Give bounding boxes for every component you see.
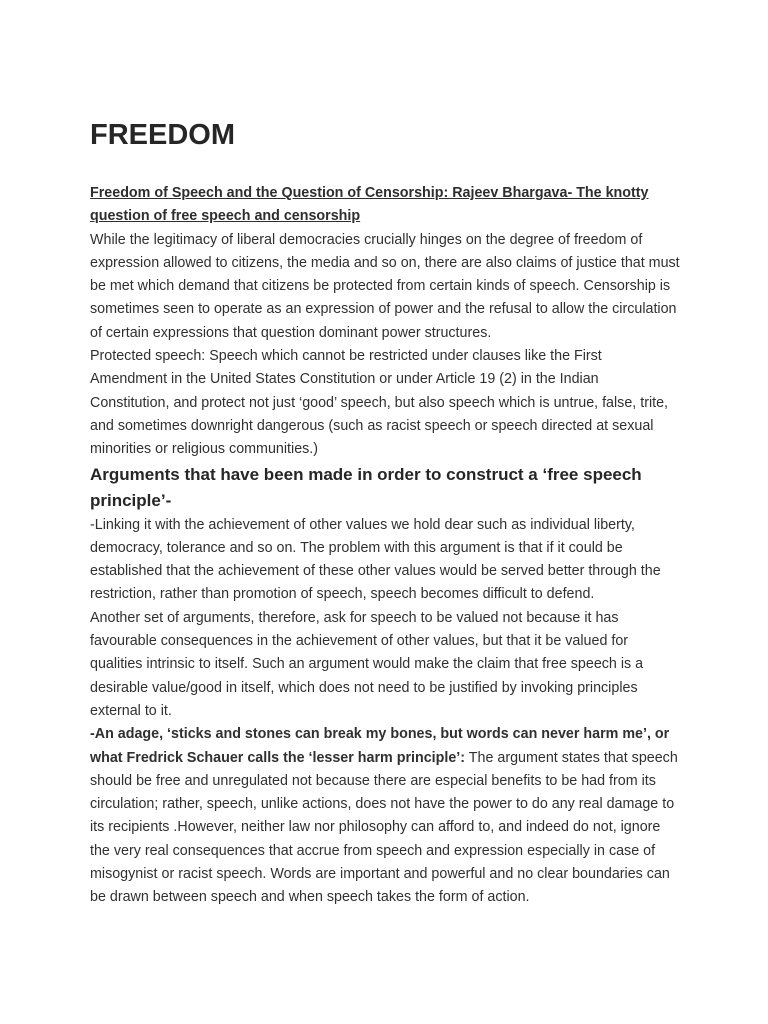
lesser-harm-lead: -An adage, ‘sticks and stones can break my bones, but words can never harm me’, or what Fredrick Schauer calls the ‘lesser harm principle’: xyxy=(90,726,670,766)
section-heading-free-speech-principle: Arguments that have been made in order to construct a ‘free speech principle’- xyxy=(90,464,642,510)
document-page xyxy=(90,116,682,910)
paragraph-linking-values: -Linking it with the achievement of other values we hold dear such as individual liberty, democracy, tolerance and so on. The problem with this argument is that if it could be established that the achievement of these other values would be served better through the restriction, rather than promotion of speech, speech becomes difficult to defend. xyxy=(90,516,661,603)
paragraph-legitimacy: While the legitimacy of liberal democracies crucially hinges on the degree of freedom of expression allowed to citizens, the media and so on, there are also claims of justice that must be met which demand that citizens be protected from certain kinds of speech. Censorship is sometimes seen to operate as an expression of power and the refusal to allow the circulation of certain expressions that question dominant power structures. xyxy=(90,231,680,341)
lesser-harm-body: The argument states that speech should be free and unregulated not because there are especial benefits to be had from its circulation; rather, speech, unlike actions, does not have the power to do any real damage to its recipients .However, neither law nor philosophy can afford to, and indeed do not, ignore the very real consequences that accrue from speech and expression especially in case of misogynist or racist speech. Words are important and powerful and no clear boundaries can be drawn between speech and when speech takes the form of action. xyxy=(90,749,678,906)
article-subheading: Freedom of Speech and the Question of Censorship: Rajeev Bhargava- The knotty question of free speech and censorship xyxy=(90,185,649,225)
paragraph-lesser-harm xyxy=(90,723,682,909)
paragraph-protected-speech: Protected speech: Speech which cannot be restricted under clauses like the First Amendment in the United States Constitution or under Article 19 (2) in the Indian Constitution, and protect not just ‘good’ speech, but also speech which is untrue, false, trite, and sometimes downright dangerous (such as racist speech or speech directed at sexual minorities or religious communities.) xyxy=(90,348,669,458)
document-title: FREEDOM xyxy=(90,119,235,151)
paragraph-intrinsic-value: Another set of arguments, therefore, ask for speech to be valued not because it has favourable consequences in the achievement of other values, but that it be valued for qualities intrinsic to itself. Such an argument would make the claim that free speech is a desirable value/good in itself, which does not need to be justified by invoking principles external to it. xyxy=(90,609,644,719)
